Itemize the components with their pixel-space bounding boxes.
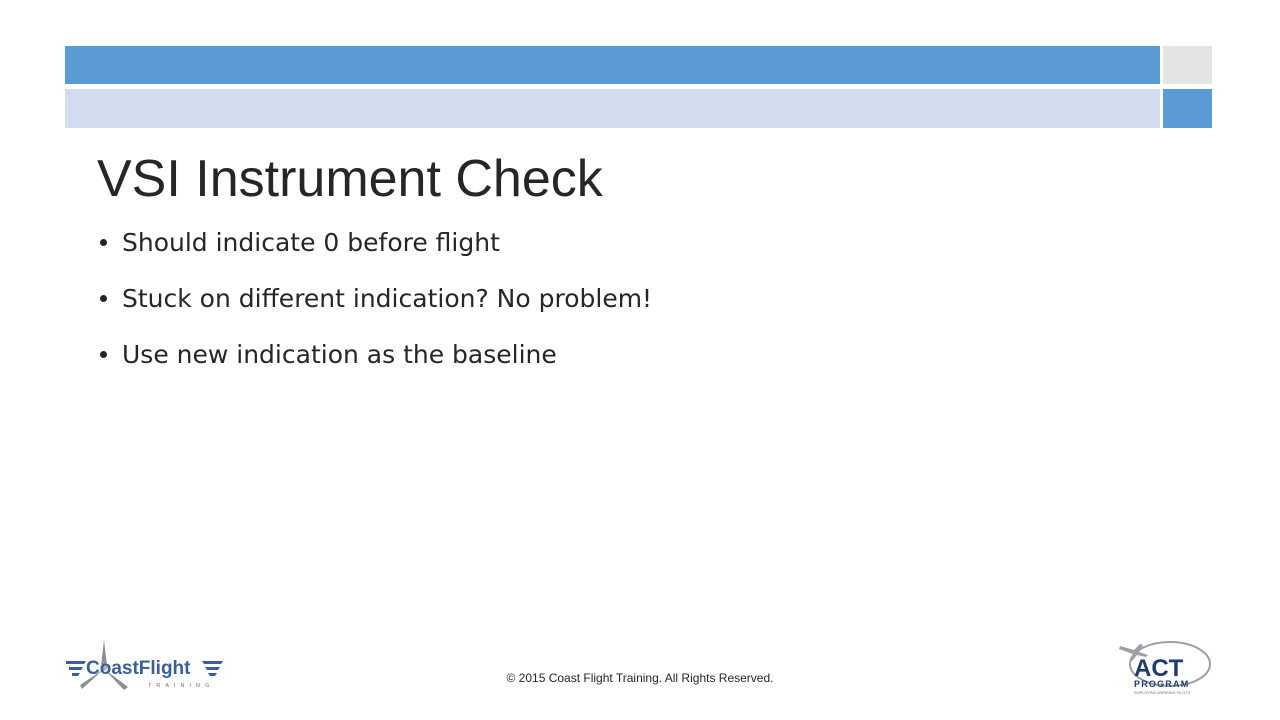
- footer-copyright: © 2015 Coast Flight Training. All Rights Reserved.: [506, 671, 774, 685]
- header-band-top-end: [1163, 46, 1212, 84]
- header-band-bottom: [65, 89, 1160, 128]
- bullet-text: Stuck on different indication? No problem!: [122, 284, 653, 313]
- header-band-bottom-end: [1163, 89, 1212, 128]
- bullet-text: Should indicate 0 before flight: [122, 228, 500, 257]
- act-wordmark: ACT: [1134, 655, 1184, 682]
- act-program-label: PROGRAM: [1134, 679, 1190, 689]
- bullet-dot-icon: [100, 239, 107, 246]
- bullet-item: [100, 222, 652, 278]
- coastflight-subtitle: TRAINING: [148, 683, 215, 689]
- bullet-text: Use new indication as the baseline: [122, 340, 557, 369]
- bullet-dot-icon: [100, 351, 107, 358]
- bullet-item: [100, 334, 652, 390]
- bullet-dot-icon: [100, 295, 107, 302]
- coastflight-wordmark: CoastFlight: [86, 658, 191, 679]
- slide-title: VSI Instrument Check: [97, 150, 603, 208]
- header-band-top: [65, 46, 1160, 84]
- bullet-item: [100, 278, 652, 334]
- act-program-logo: [1110, 634, 1214, 698]
- coastflight-logo: [62, 636, 227, 694]
- act-tagline: EMPLOYING ASPIRING PILOTS: [1134, 691, 1191, 695]
- bullet-list: [100, 222, 652, 390]
